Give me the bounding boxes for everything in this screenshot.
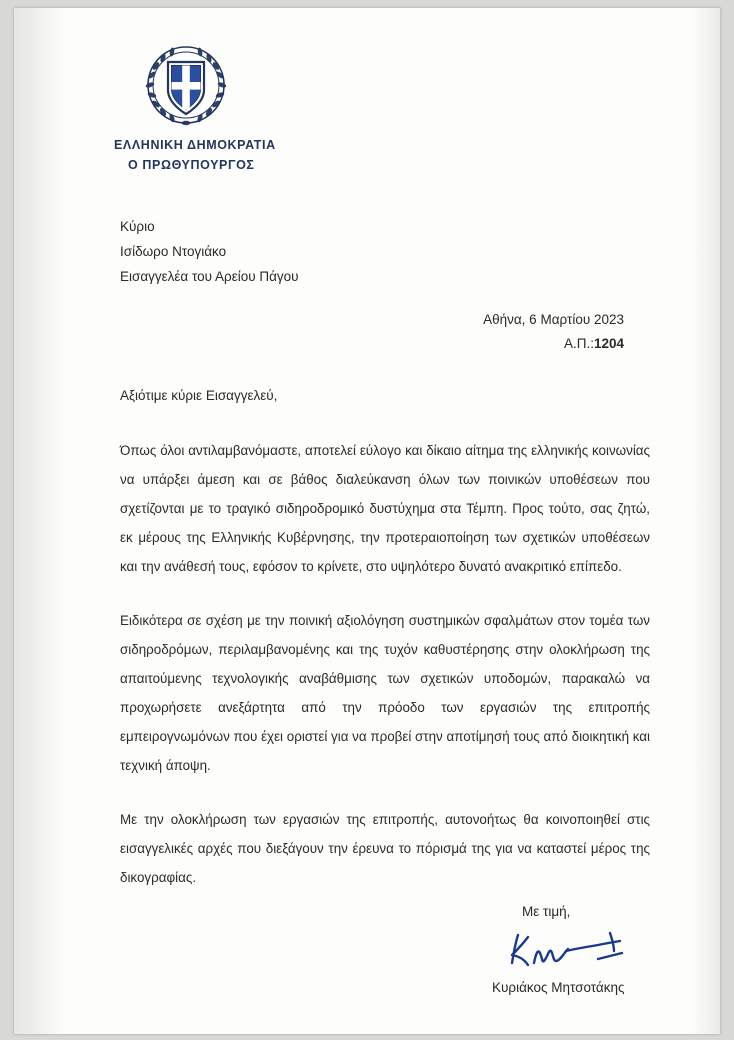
greek-republic-coat-of-arms-icon: [140, 38, 232, 130]
body-paragraph: Με την ολοκλήρωση των εργασιών της επιτροπής, αυτονοήτως θα κοινοποιηθεί στις εισαγγελικές αρχές που διεξάγουν την έρευνα το πόρισμά της για να καταστεί μέρος της δικογραφίας.: [120, 812, 650, 885]
body-paragraph: Ειδικότερα σε σχέση με την ποινική αξιολόγηση συστημικών σφαλμάτων στον τομέα των σιδηροδρόμων, περιλαμβανομένης και της τυχόν καθυστέρησης στην ολοκλήρωση της απαιτούμενης τεχνολογικής αναβάθμισης των σχετικών υποδομών, παρακαλώ να προχωρήσετε ανεξάρτητα από την πρόοδο των εργασιών της επιτροπής εμπειρογνωμόνων που έχει οριστεί για να προβεί στην αποτίμησή τους από διοικητική και τεχνική άποψη.: [120, 613, 650, 773]
addressee-line-3: Εισαγγελέα του Αρείου Πάγου: [120, 269, 299, 284]
handwritten-signature: [502, 923, 662, 979]
salutation: Αξιότιμε κύριε Εισαγγελεύ,: [120, 388, 278, 403]
place-date: Αθήνα, 6 Μαρτίου 2023: [483, 312, 624, 327]
letterhead-line-primeminister: Ο ΠΡΩΘΥΠΟΥΡΓΟΣ: [128, 158, 255, 172]
letter-page: [14, 8, 720, 1034]
addressee-line-2: Ισίδωρο Ντογιάκο: [120, 244, 227, 259]
addressee-block: [120, 214, 299, 289]
closing-phrase: Με τιμή,: [522, 904, 571, 919]
letterhead: [114, 138, 276, 172]
letter-body: [120, 436, 650, 892]
reference-number-line: [483, 332, 624, 356]
reference-number: 1204: [593, 336, 624, 351]
reference-label: Α.Π.:: [563, 336, 594, 351]
signer-name: Κυριάκος Μητσοτάκης: [492, 980, 625, 995]
body-paragraph: Όπως όλοι αντιλαμβανόμαστε, αποτελεί εύλογο και δίκαιο αίτημα της ελληνικής κοινωνίας να υπάρξει άμεση και σε βάθος διαλεύκανση όλων των ποινικών υποθέσεων που σχετίζονται με το τραγικό σιδηροδρομικό δυστύχημα στα Τέμπη. Προς τούτο, σας ζητώ, εκ μέρους της Ελληνικής Κυβέρνησης, την προτεραιοποίηση των σχετικών υποθέσεων και την ανάθεσή τους, εφόσον το κρίνετε, στο υψηλότερο δυνατό ανακριτικό επίπεδο.: [120, 443, 650, 574]
addressee-line-1: Κύριο: [120, 219, 155, 234]
letterhead-line-republic: ΕΛΛΗΝΙΚΗ ΔΗΜΟΚΡΑΤΙΑ: [114, 138, 276, 152]
place-date-block: [483, 308, 624, 356]
